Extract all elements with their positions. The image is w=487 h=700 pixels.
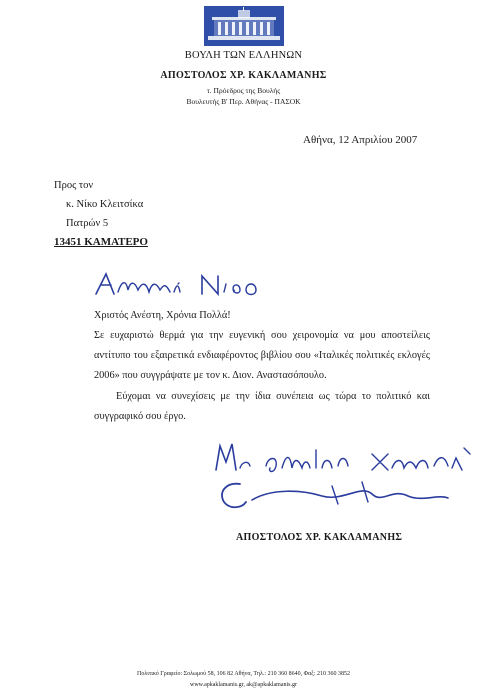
institution-name: ΒΟΥΛΗ ΤΩΝ ΕΛΛΗΝΩΝ bbox=[184, 50, 303, 61]
paragraph-1-line-3: 2006» που συγγράψατε με τον κ. Διον. Αναστασόπουλο. bbox=[94, 370, 327, 381]
letter-date: Αθήνα, 12 Απριλίου 2007 bbox=[303, 134, 418, 146]
recipient-name: κ. Νίκο Κλειτσίκα bbox=[66, 199, 144, 210]
sender-name: ΑΠΟΣΤΟΛΟΣ ΧΡ. ΚΑΚΛΑΜΑΝΗΣ bbox=[160, 70, 327, 81]
paragraph-1-line-2: αντίτυπο του εξαιρετικά ενδιαφέροντος βιβλίου σου «Ιταλικές πολιτικές εκλογές bbox=[94, 350, 430, 361]
sender-role: Βουλευτής Β' Περ. Αθήνας - ΠΑΣΟΚ bbox=[186, 97, 301, 106]
signer-name: ΑΠΟΣΤΟΛΟΣ ΧΡ. ΚΑΚΛΑΜΑΝΗΣ bbox=[236, 532, 403, 543]
easter-greeting: Χριστός Ανέστη, Χρόνια Πολλά! bbox=[94, 310, 231, 321]
handwritten-closing-and-signature bbox=[212, 440, 482, 520]
footer-web: www.apkaklamanis.gr, ak@apkaklamanis.gr bbox=[189, 682, 298, 688]
recipient-street: Πατρών 5 bbox=[66, 218, 109, 229]
handwritten-greeting bbox=[94, 270, 274, 300]
recipient-to: Προς τον bbox=[54, 180, 94, 191]
paragraph-2-line-1: Εύχομαι να συνεχίσεις με την ίδια συνέπεια ως τώρα το πολιτικό και bbox=[116, 391, 430, 402]
parliament-logo bbox=[204, 6, 284, 46]
footer-office: Πολιτικό Γραφείο: Σολωμού 58, 106 82 Αθήνα, Τηλ.: 210 360 8640, Φαξ: 210 360 3852 bbox=[137, 671, 350, 677]
recipient-postal: 13451 ΚΑΜΑΤΕΡΟ bbox=[54, 236, 148, 248]
sender-title: τ. Πρόεδρος της Βουλής bbox=[206, 86, 281, 95]
paragraph-2-line-2: συγγραφικό σου έργο. bbox=[94, 411, 186, 422]
paragraph-1-line-1: Σε ευχαριστώ θερμά για την ευγενική σου χειρονομία να μου αποστείλεις bbox=[94, 330, 430, 341]
